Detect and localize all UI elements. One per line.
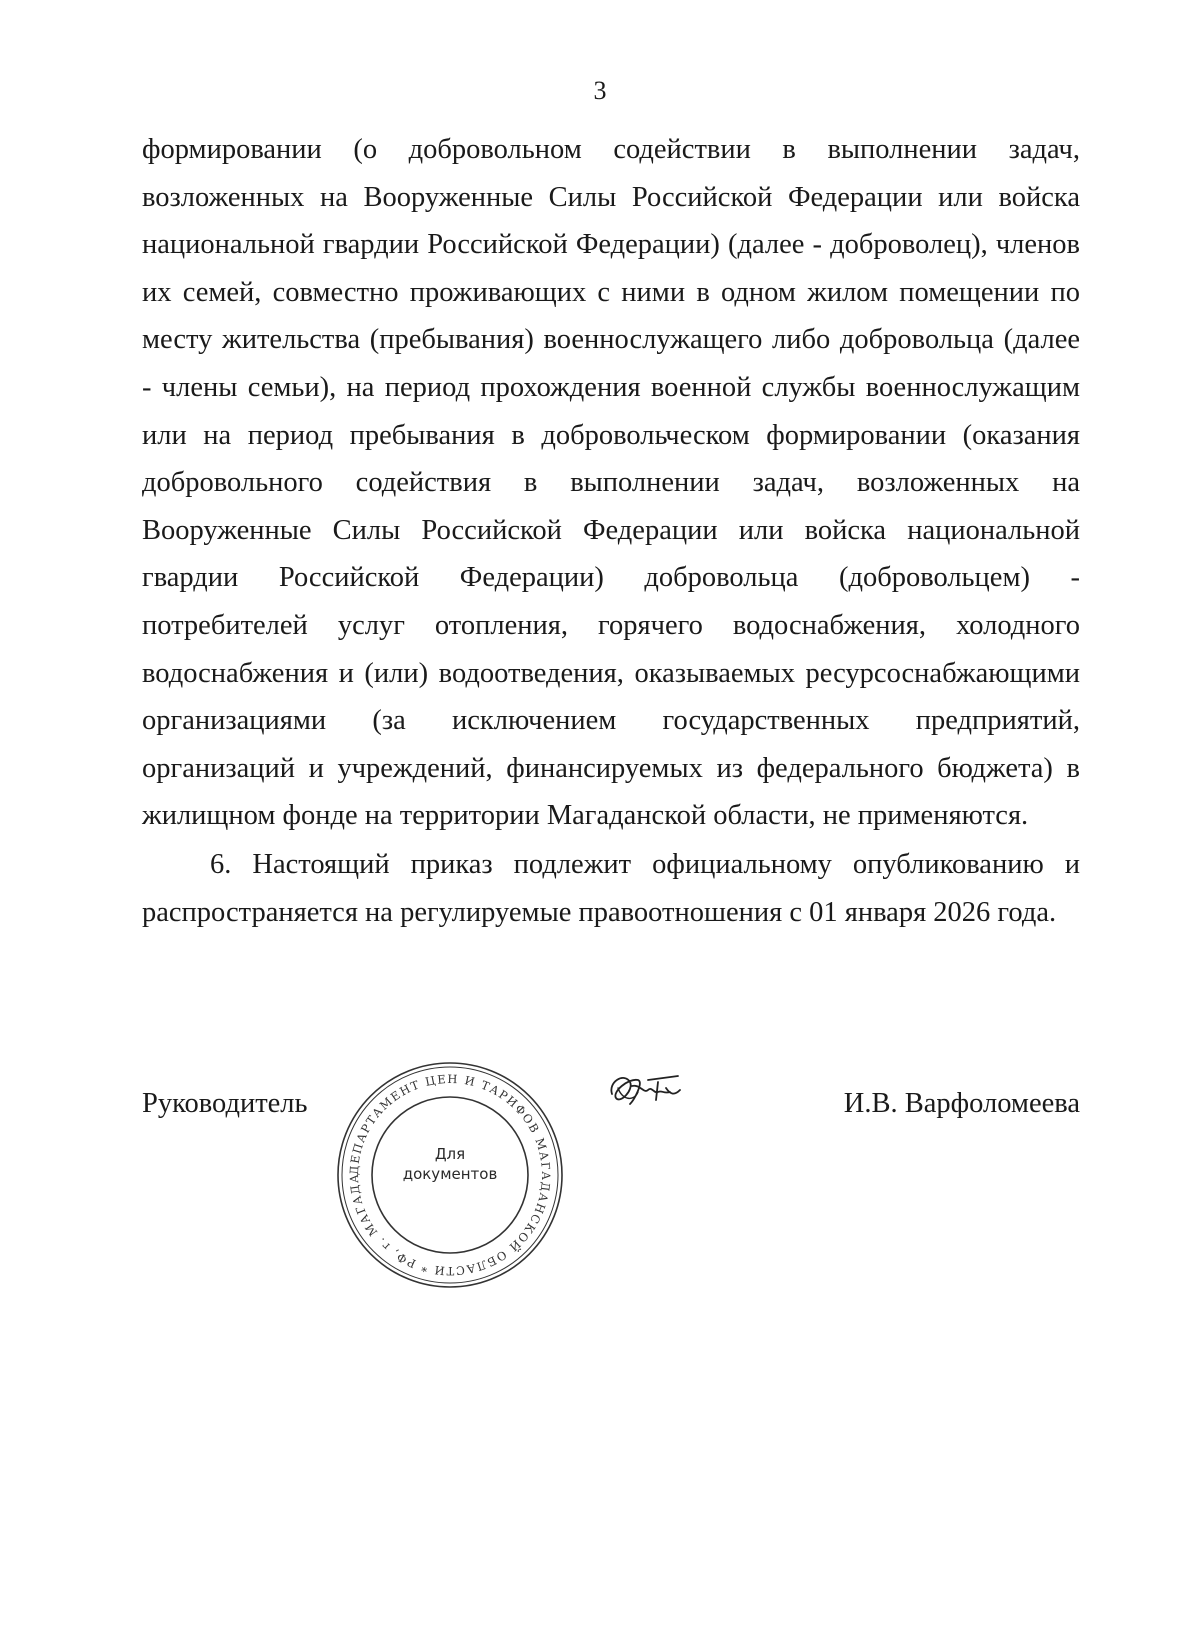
stamp-ring-text: ДЕПАРТАМЕНТ ЦЕН И ТАРИФОВ МАГАДАНСКОЙ ОБЛАСТИ * РФ, г. МАГАДА xyxy=(346,1071,554,1279)
signatory-position: Руководитель xyxy=(142,1088,308,1119)
stamp-center-line-2: документов xyxy=(402,1165,498,1183)
page-number: 3 xyxy=(593,76,607,105)
stamp-center-line-1: Для xyxy=(434,1145,466,1163)
handwritten-signature-icon xyxy=(604,1064,684,1120)
stamp-center-text xyxy=(333,1144,567,1184)
document-body xyxy=(142,126,1080,936)
paragraph-continued: формировании (о добровольном содействии в выполнении задач, возложенных на Вооруженные Силы Российской Федерации или войска национальной гвардии Российской Федерации) (далее - доброволец), членов их семей, совместно проживающих с ними в одном жилом помещении по месту жительства (пребывания) военнослужащего либо добровольца (далее - члены семьи), на период прохождения военной службы военнослужащим или на период пребывания в добровольческом формировании (оказания добровольного содействия в выполнении задач, возложенных на Вооруженные Силы Российской Федерации или войска национальной гвардии Российской Федерации) добровольца (добровольцем) - потребителей услуг отопления, горячего водоснабжения, холодного водоснабжения и (или) водоотведения, оказываемых ресурсоснабжающими организациями (за исключением государственных предприятий, организаций и учреждений, финансируемых из федерального бюджета) в жилищном фонде на территории Магаданской области, не применяются. xyxy=(142,134,1080,832)
official-stamp xyxy=(333,1058,567,1292)
signatory-name: И.В. Варфоломеева xyxy=(843,1088,1080,1119)
paragraph-6: 6. Настоящий приказ подлежит официальному опубликованию и распространяется на регулируемые правоотношения с 01 января 2026 года. xyxy=(142,848,1080,928)
